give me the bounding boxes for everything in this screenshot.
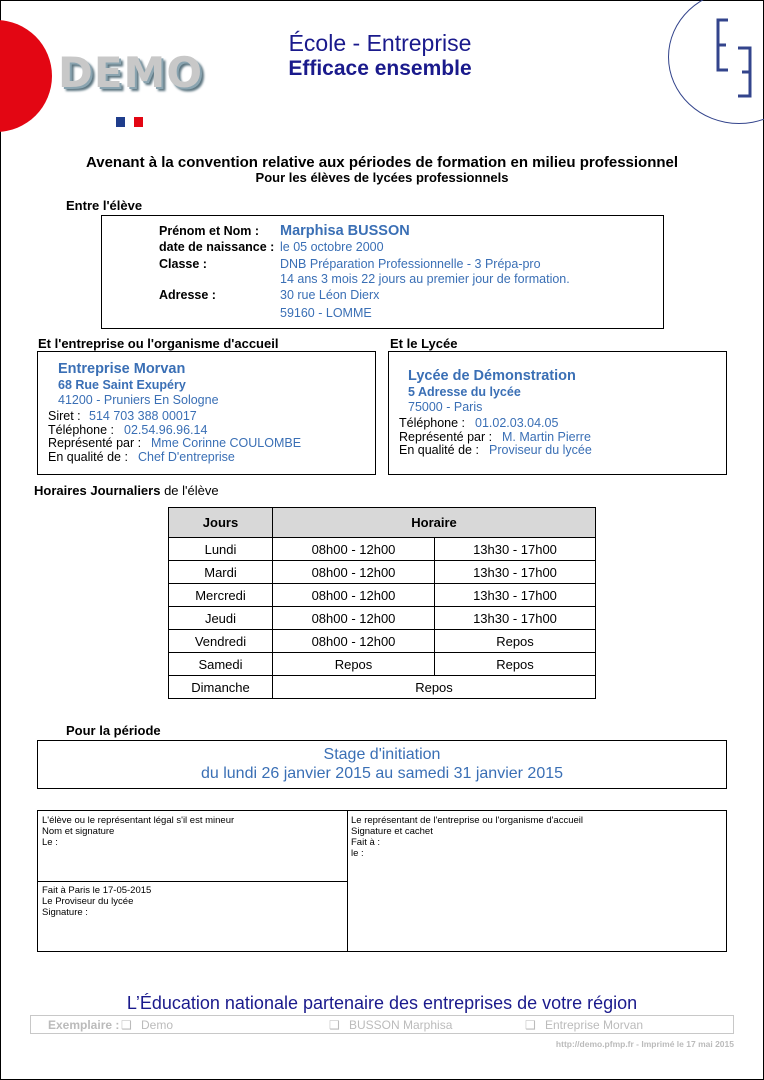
day-cell: Mardi bbox=[169, 561, 273, 584]
lycee-quality-label: En qualité de : bbox=[399, 443, 479, 457]
exemplaire-option-demo: Demo bbox=[141, 1018, 174, 1032]
sig-proviseur-line2: Le Proviseur du lycée bbox=[42, 896, 134, 907]
entreprise-address1: 68 Rue Saint Exupéry bbox=[58, 378, 186, 392]
eleve-age: 14 ans 3 mois 22 jours au premier jour de formation. bbox=[280, 272, 570, 286]
republique-flag-icon bbox=[116, 117, 144, 131]
day-cell: Mercredi bbox=[169, 584, 273, 607]
section-eleve: Entre l'élève bbox=[66, 198, 143, 213]
pm-cell: 13h30 - 17h00 bbox=[435, 538, 596, 561]
sig-entreprise-line1: Le représentant de l'entreprise ou l'organisme d'accueil bbox=[351, 815, 583, 826]
eleve-address2: 59160 - LOMME bbox=[280, 306, 372, 320]
eleve-name: Marphisa BUSSON bbox=[280, 223, 410, 239]
table-row bbox=[169, 630, 596, 653]
sig-proviseur-line1: Fait à Paris le 17-05-2015 bbox=[42, 885, 152, 896]
periode-line1: Stage d'initiation bbox=[323, 746, 441, 763]
exemplaire-label: Exemplaire : bbox=[48, 1018, 120, 1032]
exemplaire-option-entreprise: Entreprise Morvan bbox=[545, 1018, 644, 1032]
eleve-name-label: Prénom et Nom : bbox=[159, 224, 260, 238]
entreprise-rep: Mme Corinne COULOMBE bbox=[151, 436, 302, 450]
entreprise-quality: Chef D'entreprise bbox=[138, 450, 235, 464]
entreprise-address2: 41200 - Pruniers En Sologne bbox=[58, 393, 219, 407]
entreprise-name: Entreprise Morvan bbox=[58, 361, 186, 377]
eleve-address-label: Adresse : bbox=[159, 288, 216, 302]
section-horaires bbox=[34, 483, 219, 498]
am-cell: Repos bbox=[273, 653, 435, 676]
day-cell: Jeudi bbox=[169, 607, 273, 630]
day-cell: Lundi bbox=[169, 538, 273, 561]
entreprise-siret: 514 703 388 00017 bbox=[89, 409, 197, 423]
entreprise-siret-label: Siret : bbox=[48, 409, 81, 423]
eleve-birth: le 05 octobre 2000 bbox=[280, 240, 384, 254]
e3-logo-icon bbox=[714, 18, 754, 100]
checkbox-icon[interactable]: ❑ bbox=[121, 1018, 132, 1032]
lycee-address1: 5 Adresse du lycée bbox=[408, 385, 521, 399]
sig-entreprise-line3: Fait à : bbox=[351, 837, 381, 848]
header-title-line1: École - Entreprise bbox=[288, 30, 472, 56]
eleve-class-label: Classe : bbox=[159, 257, 207, 271]
exemplaire-box bbox=[30, 1015, 734, 1034]
section-periode: Pour la période bbox=[66, 723, 161, 738]
periode-line2: du lundi 26 janvier 2015 au samedi 31 janvier 2015 bbox=[200, 765, 564, 782]
entreprise-phone: 02.54.96.96.14 bbox=[124, 423, 208, 437]
col-header-hours: Horaire bbox=[273, 508, 596, 538]
am-cell: 08h00 - 12h00 bbox=[273, 561, 435, 584]
pm-cell: 13h30 - 17h00 bbox=[435, 584, 596, 607]
table-row bbox=[169, 538, 596, 561]
header-title-line2: Efficace ensemble bbox=[288, 57, 472, 80]
lycee-rep: M. Martin Pierre bbox=[502, 430, 591, 444]
section-lycee: Et le Lycée bbox=[390, 336, 458, 351]
entreprise-rep-label: Représenté par : bbox=[48, 436, 142, 450]
lycee-phone-label: Téléphone : bbox=[399, 416, 466, 430]
am-cell: 08h00 - 12h00 bbox=[273, 584, 435, 607]
eleve-class: DNB Préparation Professionnelle - 3 Prépa-pro bbox=[280, 257, 541, 271]
eleve-address1: 30 rue Léon Dierx bbox=[280, 288, 380, 302]
horaires-title-bold: Horaires Journaliers bbox=[34, 483, 161, 498]
all-day-cell: Repos bbox=[273, 676, 596, 699]
eleve-birth-label: date de naissance : bbox=[159, 240, 275, 254]
demo-logo: DEMO bbox=[58, 48, 204, 97]
schedule-header-row bbox=[169, 508, 596, 538]
entreprise-quality-label: En qualité de : bbox=[48, 450, 128, 464]
schedule-table bbox=[168, 507, 596, 699]
pm-cell: Repos bbox=[435, 653, 596, 676]
sig-eleve-line3: Le : bbox=[42, 837, 58, 848]
table-row bbox=[169, 584, 596, 607]
col-header-days: Jours bbox=[169, 508, 273, 538]
checkbox-icon[interactable]: ❑ bbox=[525, 1018, 536, 1032]
document-subtitle: Pour les élèves de lycées professionnels bbox=[255, 170, 509, 185]
lycee-name: Lycée de Démonstration bbox=[408, 368, 576, 384]
pm-cell: Repos bbox=[435, 630, 596, 653]
am-cell: 08h00 - 12h00 bbox=[273, 630, 435, 653]
horaires-title-rest: de l'élève bbox=[164, 483, 219, 498]
lycee-quality: Proviseur du lycée bbox=[489, 443, 592, 457]
sig-proviseur-line3: Signature : bbox=[42, 907, 88, 918]
day-cell: Samedi bbox=[169, 653, 273, 676]
table-row bbox=[169, 676, 596, 699]
footer-slogan: L’Éducation nationale partenaire des entreprises de votre région bbox=[126, 993, 638, 1013]
lycee-phone: 01.02.03.04.05 bbox=[475, 416, 559, 430]
am-cell: 08h00 - 12h00 bbox=[273, 538, 435, 561]
signature-divider-horizontal bbox=[37, 881, 348, 882]
document-title: Avenant à la convention relative aux périodes de formation en milieu professionnel bbox=[85, 154, 679, 171]
sig-entreprise-line2: Signature et cachet bbox=[351, 826, 433, 837]
pm-cell: 13h30 - 17h00 bbox=[435, 561, 596, 584]
print-url: http://demo.pfmp.fr - Imprimé le 17 mai 2015 bbox=[555, 1039, 734, 1049]
checkbox-icon[interactable]: ❑ bbox=[329, 1018, 340, 1032]
table-row bbox=[169, 653, 596, 676]
sig-eleve-line2: Nom et signature bbox=[42, 826, 115, 837]
day-cell: Vendredi bbox=[169, 630, 273, 653]
sig-eleve-line1: L'élève ou le représentant légal s'il est mineur bbox=[42, 815, 235, 826]
table-row bbox=[169, 607, 596, 630]
pm-cell: 13h30 - 17h00 bbox=[435, 607, 596, 630]
day-cell: Dimanche bbox=[169, 676, 273, 699]
lycee-rep-label: Représenté par : bbox=[399, 430, 493, 444]
am-cell: 08h00 - 12h00 bbox=[273, 607, 435, 630]
entreprise-phone-label: Téléphone : bbox=[48, 423, 115, 437]
table-row bbox=[169, 561, 596, 584]
lycee-address2: 75000 - Paris bbox=[408, 400, 483, 414]
exemplaire-option-eleve: BUSSON Marphisa bbox=[349, 1018, 453, 1032]
sig-entreprise-line4: le : bbox=[351, 848, 364, 859]
section-entreprise: Et l'entreprise ou l'organisme d'accueil bbox=[38, 336, 279, 351]
